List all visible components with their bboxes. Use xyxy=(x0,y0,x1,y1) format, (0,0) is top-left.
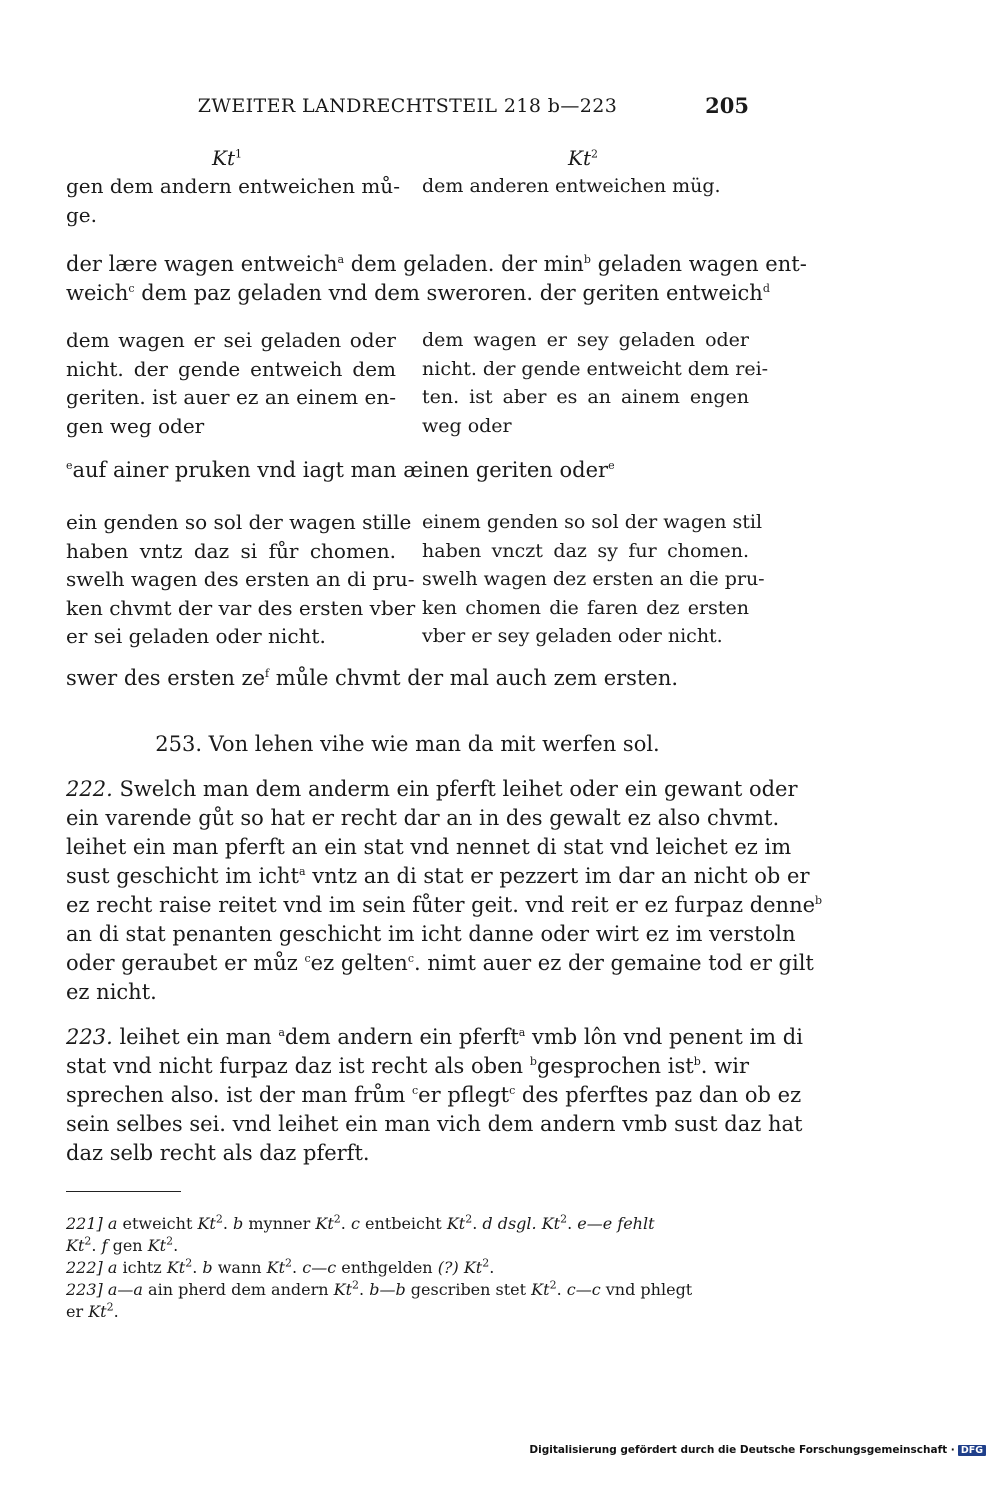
footnote-rule xyxy=(66,1191,181,1192)
parallel-block-1 xyxy=(66,172,749,232)
text-line: gen weg oder xyxy=(66,413,205,438)
paragraph-222 xyxy=(66,775,823,1007)
text-line: daz selb recht als daz pferft. xyxy=(66,1141,370,1165)
page-number: 205 xyxy=(705,93,749,118)
siglum-right: Kt$^2$ xyxy=(568,146,598,170)
paragraph-2 xyxy=(66,456,749,485)
text-line: oder geraubet er můz $^c$ez gelten$^c$. nimt auer ez der gemaine tod er gilt xyxy=(66,951,814,975)
text-line: stat vnd nicht furpaz daz ist recht als oben $^b$gesprochen ist$^b$. wir xyxy=(66,1054,749,1078)
text-line: ge. xyxy=(66,202,97,227)
digitization-credit xyxy=(529,1444,986,1456)
column-right xyxy=(422,508,765,651)
text-line: ez nicht. xyxy=(66,980,157,1004)
text-line: sust geschicht im icht$^a$ vntz an di stat er pezzert im dar an nicht ob er xyxy=(66,864,810,888)
text-line: leihet ein man pferft an ein stat vnd nennet di stat vnd leichet ez im xyxy=(66,835,792,859)
text-line: ez recht raise reitet vnd im sein fůter geit. vnd reit er ez furpaz denne$^b$ xyxy=(66,893,823,917)
dfg-logo: DFG xyxy=(958,1445,986,1456)
text-line: sprechen also. ist der man frům $^c$er pflegt$^c$ des pferftes paz dan ob ez xyxy=(66,1083,802,1107)
column-left xyxy=(66,326,396,440)
text-line: dem wagen er sey geladen oder xyxy=(422,329,749,351)
column-left xyxy=(66,172,400,229)
parallel-block-3 xyxy=(66,508,765,653)
text-line: nicht. der gende entweicht dem rei- xyxy=(422,357,769,380)
paragraph-1 xyxy=(66,250,807,308)
text-line: der lære wagen entweich$^a$ dem geladen. der $\min^b$ geladen wagen ent- xyxy=(66,252,807,276)
text-line: weg oder xyxy=(422,414,512,437)
page-header xyxy=(66,95,749,125)
footnote-221-line-2: Kt$^2$. f gen Kt$^2$. xyxy=(66,1234,179,1255)
column-left xyxy=(66,508,416,651)
text-line: 223. leihet ein man $^a$dem andern ein pferft$^a$ vmb lôn vnd penent im di xyxy=(66,1025,803,1049)
text-line: geriten. ist auer ez an einem en- xyxy=(66,385,396,409)
footnote-221-line-1: 221] a etweicht Kt$^2$. b mynner Kt$^2$. c entbeicht Kt$^2$. d dsgl. Kt$^2$. e—e fehlt xyxy=(66,1212,655,1233)
column-right xyxy=(422,326,769,440)
text-line: swer des ersten $ze^f$ můle chvmt der mal auch zem ersten. xyxy=(66,666,679,690)
text-line: ken chomen die faren dez ersten xyxy=(422,596,749,619)
text-line: vber er sey geladen oder nicht. xyxy=(422,625,723,647)
text-line: 222. Swelch man dem anderm ein pferft leihet oder ein gewant oder xyxy=(66,777,798,801)
text-line: $^e$auf ainer pruken vnd iagt man æinen geriten oder$^e$ xyxy=(66,458,615,482)
running-title: ZWEITER LANDRECHTSTEIL 218 b—223 xyxy=(197,95,618,117)
text-line: dem wagen er sei geladen oder xyxy=(66,328,396,352)
text-line: dem anderen entweichen müg. xyxy=(422,175,721,197)
column-right xyxy=(422,172,749,201)
paragraph-number: 223. xyxy=(66,1025,113,1049)
siglum-left: Kt$^1$ xyxy=(212,146,242,170)
paragraph-223 xyxy=(66,1023,803,1168)
footnotes xyxy=(66,1213,752,1323)
text-line: haben vntz daz si fůr chomen. xyxy=(66,538,396,563)
text-line: swelh wagen dez ersten an die pru- xyxy=(422,568,765,590)
text-line: haben vnczt daz sy fur chomen. xyxy=(422,539,749,562)
text-line: ein genden so sol der wagen stille xyxy=(66,510,412,534)
text-line: sein selbes sei. vnd leihet ein man vich dem andern vmb sust daz hat xyxy=(66,1112,803,1136)
footnote-223-line-1: 223] a—a ain pherd dem andern Kt$^2$. b—b gescriben stet Kt$^2$. c—c vnd phlegt xyxy=(66,1278,693,1299)
text-line: an di stat penanten geschicht im icht danne oder wirt ez im verstoln xyxy=(66,922,796,946)
text-line: ten. ist aber es an ainem engen xyxy=(422,386,749,408)
column-sigla xyxy=(66,146,749,174)
footnote-223-line-2: er Kt$^2$. xyxy=(66,1300,119,1321)
text-line: er sei geladen oder nicht. xyxy=(66,624,326,648)
text-line: weich$^c$ dem paz geladen vnd dem sweroren. der geriten entweich$^d$ xyxy=(66,281,770,305)
credit-text: Digitalisierung gefördert durch die Deutsche Forschungsgemeinschaft · xyxy=(529,1444,955,1456)
section-heading: 253. Von lehen vihe wie man da mit werfen sol. xyxy=(155,732,660,756)
text-line: ken chvmt der var des ersten vber xyxy=(66,595,416,620)
footnote-222-line-1: 222] a ichtz Kt$^2$. b wann Kt$^2$. c—c enthgelden (?) Kt$^2$. xyxy=(66,1256,495,1277)
parallel-block-2 xyxy=(66,326,769,446)
paragraph-3 xyxy=(66,664,749,693)
paragraph-number: 222. xyxy=(66,777,113,801)
text-line: swelh wagen des ersten an di pru- xyxy=(66,567,415,591)
text-line: einem genden so sol der wagen stil xyxy=(422,511,763,533)
text-line: gen dem andern entweichen mů- xyxy=(66,174,400,198)
text-line: ein varende gůt so hat er recht dar an in des gewalt ez also chvmt. xyxy=(66,806,780,830)
text-line: nicht. der gende entweich dem xyxy=(66,356,396,381)
